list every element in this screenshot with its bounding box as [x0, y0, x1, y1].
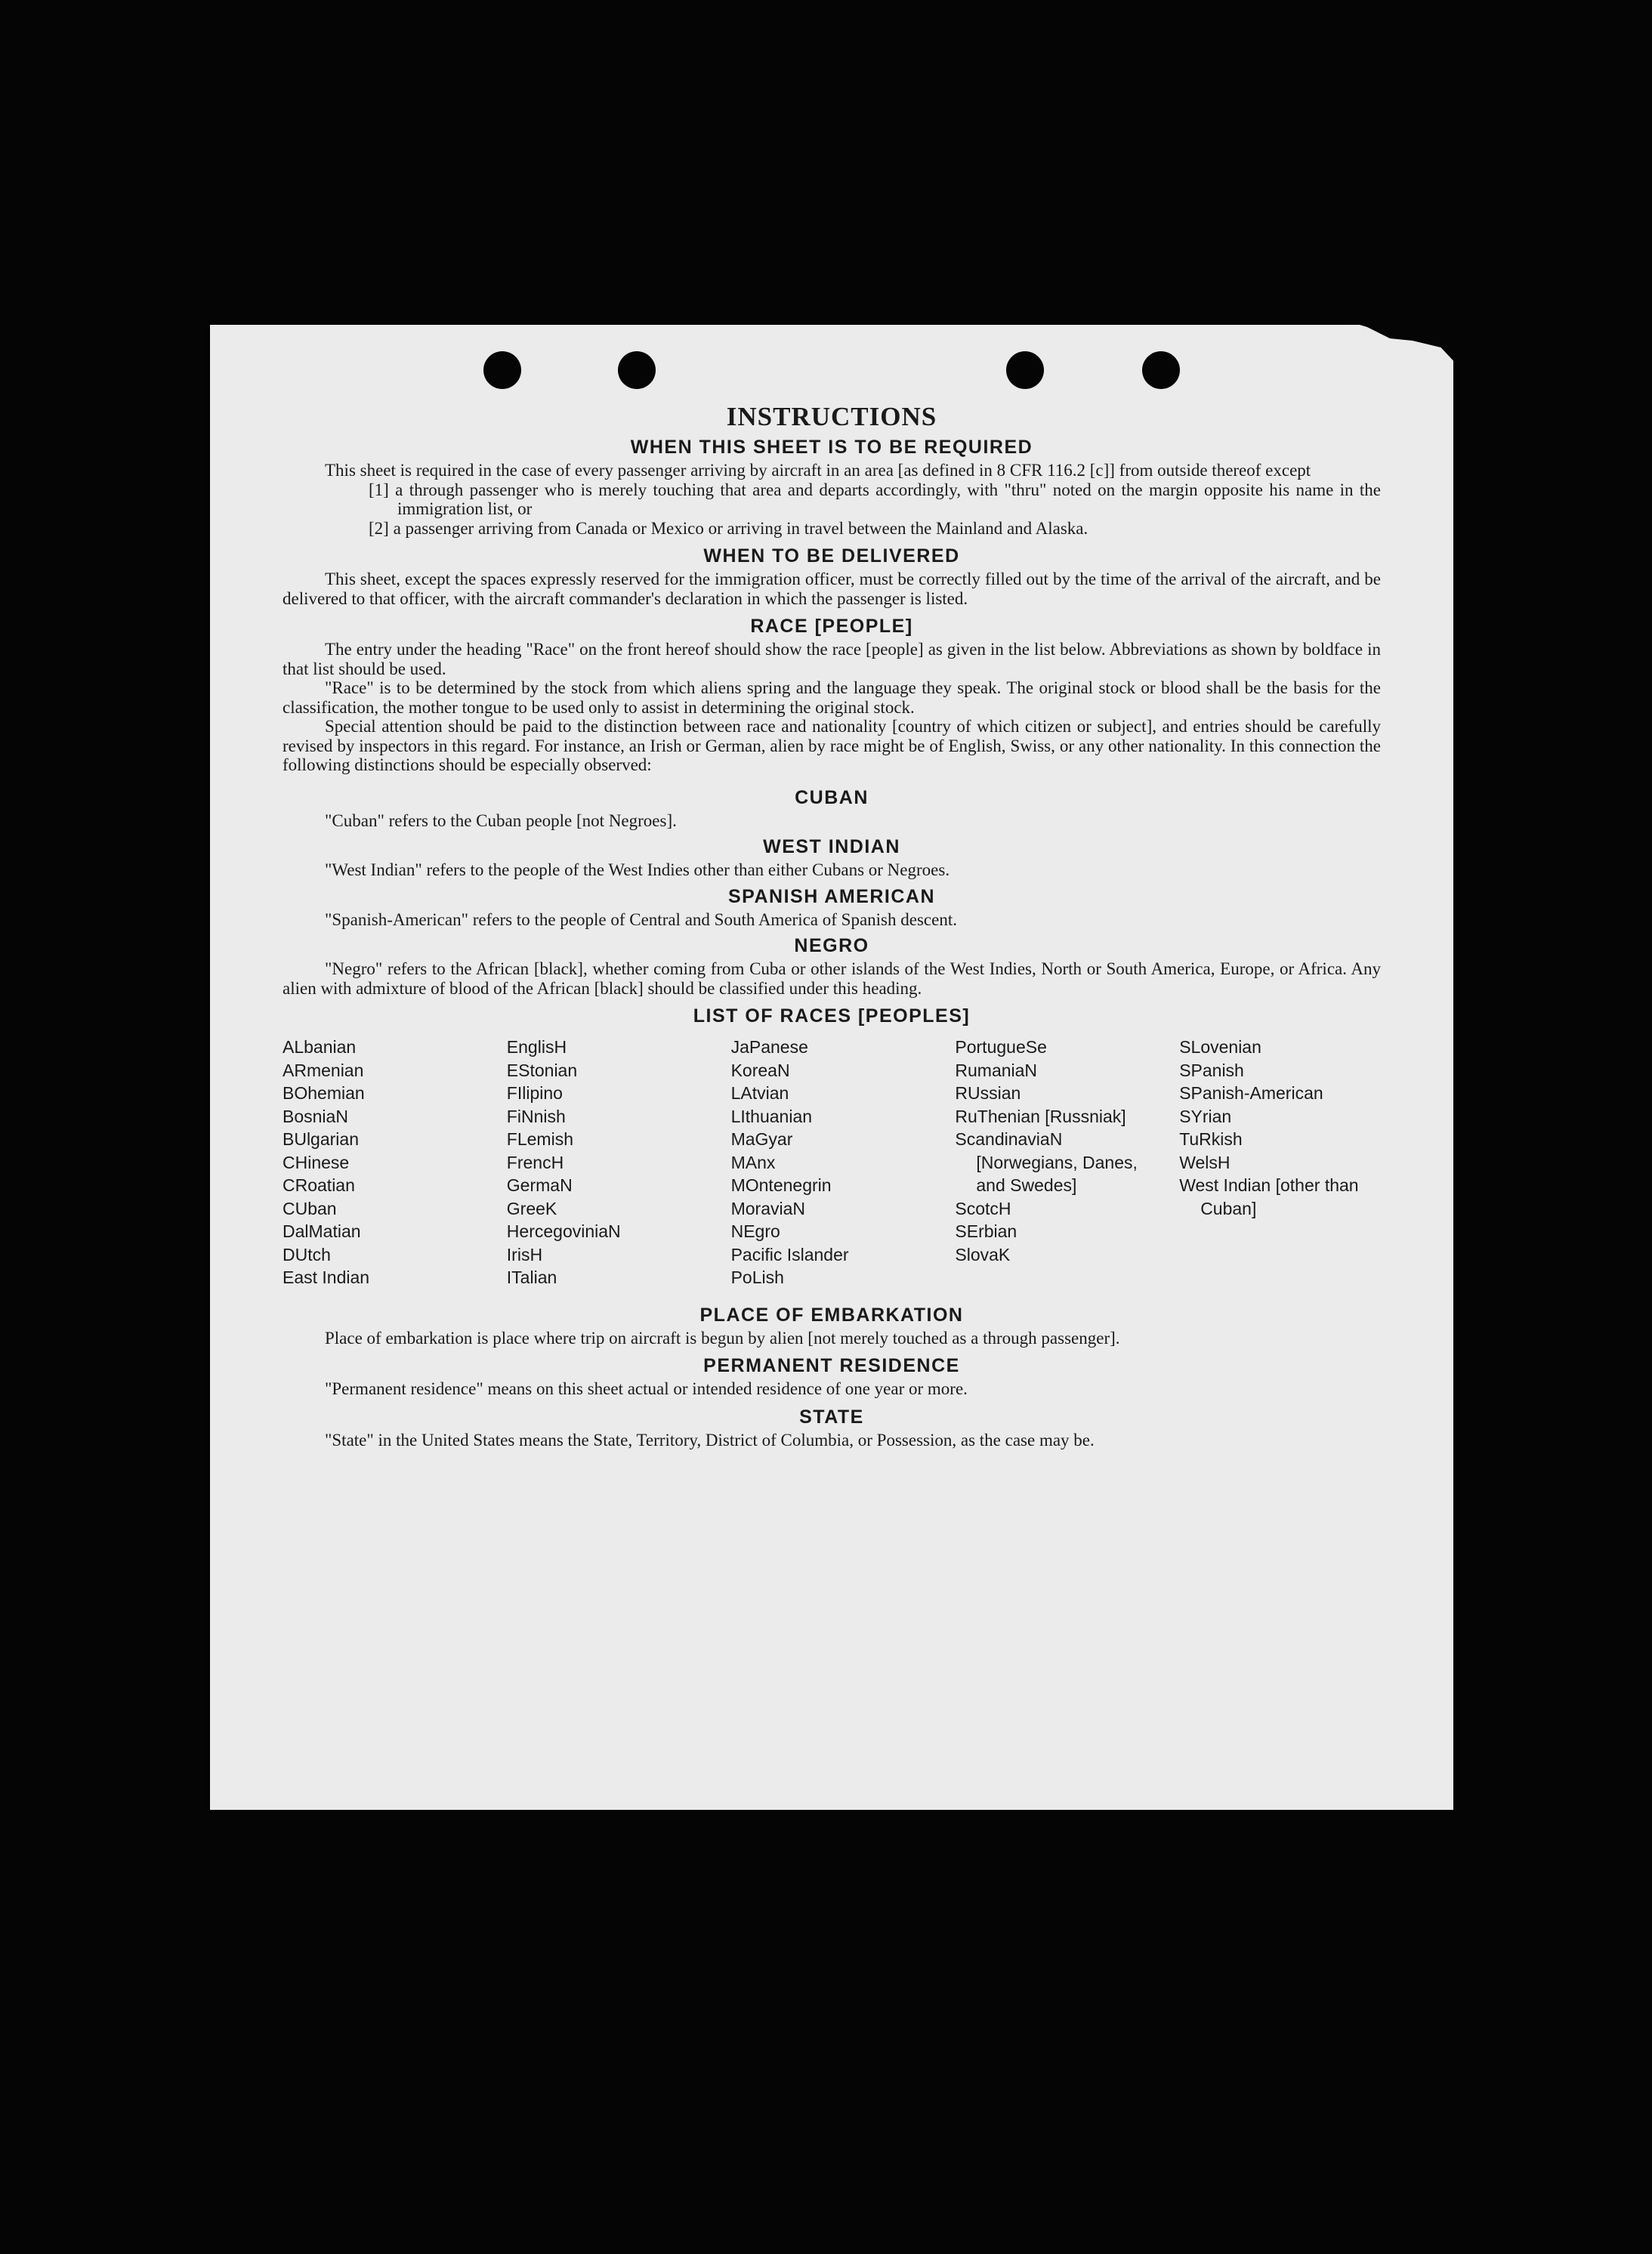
race-entry: CHinese [283, 1152, 350, 1172]
race-paragraph: "Race" is to be determined by the stock from which aliens spring and the language they speak. The original stock or blood shall be the basis for the classification, the mother tongue to be used only to assist in determining the original stock. [283, 678, 1381, 717]
heading-permanent-residence: PERMANENT RESIDENCE [703, 1355, 960, 1376]
race-entry: DUtch [283, 1244, 331, 1264]
race-entry: MaGyar [730, 1129, 793, 1149]
race-entry: FLemish [506, 1129, 573, 1149]
race-entry: West Indian [other than Cuban] [1179, 1175, 1359, 1218]
race-entry: SPanish [1179, 1060, 1244, 1080]
race-entry: SPanish-American [1179, 1083, 1323, 1103]
race-entry: EStonian [506, 1060, 578, 1080]
race-entry: DalMatian [283, 1221, 361, 1241]
race-entry: NEgro [730, 1221, 780, 1241]
race-entry: FrencH [506, 1152, 564, 1172]
heading-race: RACE [PEOPLE] [750, 616, 913, 637]
race-entry: CRoatian [283, 1175, 355, 1195]
race-entry: JaPanese [730, 1037, 808, 1057]
race-entry: RumaniaN [955, 1060, 1038, 1080]
race-entry: ARmenian [283, 1060, 364, 1080]
race-entry: MAnx [730, 1152, 776, 1172]
race-entry: LAtvian [730, 1083, 789, 1103]
race-entry: PoLish [730, 1267, 784, 1287]
state-text: "State" in the United States means the State, Territory, District of Columbia, or Possession, as the case may be. [325, 1430, 1095, 1450]
race-entry: FiNnish [506, 1106, 566, 1126]
required-intro: This sheet is required in the case of every passenger arriving by aircraft in an area [as defined in 8 CFR 116.2 [c]] from outside thereof except [325, 461, 1311, 480]
race-entry: ITalian [506, 1267, 557, 1287]
race-entry: SErbian [955, 1221, 1017, 1241]
punch-hole [1142, 351, 1180, 389]
sheet-content [283, 400, 1381, 1450]
race-entry: MoraviaN [730, 1198, 806, 1218]
heading-west-indian: WEST INDIAN [763, 836, 900, 857]
heading-spanish-american: SPANISH AMERICAN [727, 885, 935, 907]
punch-hole [618, 351, 656, 389]
cuban-text: "Cuban" refers to the Cuban people [not Negroes]. [325, 811, 677, 830]
heading-when-required: WHEN THIS SHEET IS TO BE REQUIRED [630, 437, 1033, 458]
punch-hole [1006, 351, 1044, 389]
negro-text: "Negro" refers to the African [black], whether coming from Cuba or other islands of the West Indies, North or South America, Europe, or Africa. Any alien with admixture of blood of the African [black] should be classified under this heading. [283, 959, 1381, 998]
heading-cuban: CUBAN [795, 786, 869, 808]
heading-when-delivered: WHEN TO BE DELIVERED [703, 545, 960, 567]
race-entry: PortugueSe [955, 1037, 1047, 1057]
punch-hole [483, 351, 521, 389]
exceptions-list [369, 480, 1381, 539]
race-entry: GreeK [506, 1198, 557, 1218]
delivered-text: This sheet, except the spaces expressly reserved for the immigration officer, must be correctly filled out by the time of the arrival of the aircraft, and be delivered to that officer, with the aircraft commander's declaration in which the passenger is listed. [283, 570, 1381, 608]
race-entry: LIthuanian [730, 1106, 813, 1126]
races-table [283, 1036, 1381, 1289]
west-indian-text: "West Indian" refers to the people of the West Indies other than either Cubans or Negroes. [325, 860, 950, 879]
races-column [283, 1036, 484, 1289]
race-entry: RuThenian [Russniak] [955, 1106, 1126, 1126]
race-entry: RUssian [955, 1083, 1021, 1103]
races-column [731, 1036, 933, 1289]
race-entry: HercegoviniaN [506, 1221, 621, 1241]
race-entry: CUban [283, 1198, 337, 1218]
race-entry: BosniaN [283, 1106, 348, 1126]
exception-item: [2] a passenger arriving from Canada or Mexico or arriving in travel between the Mainland and Alaska. [369, 518, 1088, 538]
heading-list-of-races: LIST OF RACES [PEOPLES] [693, 1005, 971, 1027]
race-entry: BUlgarian [283, 1129, 359, 1149]
page-title: INSTRUCTIONS [726, 402, 937, 431]
spanish-american-text: "Spanish-American" refers to the people of Central and South America of Spanish descent. [325, 909, 957, 929]
race-entry: WelsH [1179, 1152, 1231, 1172]
heading-embarkation: PLACE OF EMBARKATION [699, 1304, 964, 1326]
race-entry: SlovaK [955, 1244, 1011, 1264]
race-entry: SYrian [1179, 1106, 1232, 1126]
residence-text: "Permanent residence" means on this sheet actual or intended residence of one year or more. [325, 1379, 968, 1398]
race-entry: ALbanian [283, 1037, 357, 1057]
races-column [1179, 1036, 1381, 1289]
races-column [955, 1036, 1156, 1289]
instruction-sheet [210, 325, 1453, 1810]
exception-item: [1] a through passenger who is merely touching that area and departs accordingly, with "thru" noted on the margin opposite his name in the immigration list, or [369, 480, 1381, 518]
race-entry: IrisH [506, 1244, 543, 1264]
race-paragraph: The entry under the heading "Race" on the front hereof should show the race [people] as given in the list below. Abbreviations as shown by boldface in that list should be used. [283, 640, 1381, 678]
race-entry: ScandinaviaN [Norwegians, Danes, and Swedes] [955, 1129, 1138, 1195]
heading-negro: NEGRO [794, 935, 869, 956]
race-entry: TuRkish [1179, 1129, 1243, 1149]
race-entry: SLovenian [1179, 1037, 1261, 1057]
race-entry: East Indian [283, 1267, 370, 1287]
race-entry: MOntenegrin [730, 1175, 832, 1195]
race-entry: EnglisH [506, 1037, 567, 1057]
race-entry: ScotcH [955, 1198, 1011, 1218]
race-entry: BOhemian [283, 1083, 365, 1103]
race-paragraph: Special attention should be paid to the distinction between race and nationality [country of which citizen or subject], and entries should be carefully revised by inspectors in this regard. For instance, an Irish or German, alien by race might be of English, Swiss, or any other nationality. In this connection the following distinctions should be especially observed: [283, 717, 1381, 774]
race-entry: KoreaN [730, 1060, 790, 1080]
race-entry: Pacific Islander [730, 1244, 849, 1264]
embarkation-text: Place of embarkation is place where trip on aircraft is begun by alien [not merely touched as a through passenger]. [325, 1328, 1120, 1348]
races-column [507, 1036, 709, 1289]
race-entry: FIlipino [506, 1083, 563, 1103]
race-entry: GermaN [506, 1175, 573, 1195]
heading-state: STATE [799, 1406, 864, 1428]
torn-corner [1345, 320, 1458, 366]
